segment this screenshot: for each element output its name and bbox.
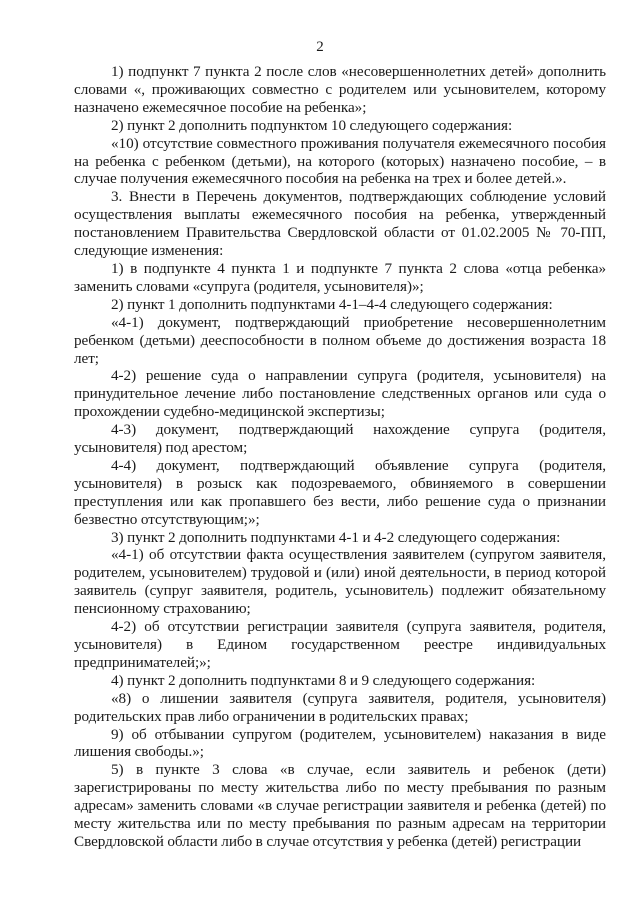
page-number: 2 xyxy=(316,39,324,55)
paragraph: 3) пункт 2 дополнить подпунктами 4-1 и 4-2 следующего содержания: xyxy=(111,528,561,546)
paragraph: «10) отсутствие совместного проживания получателя ежемесячного пособия на ребенка с ребенком (детьми), на которого (которых) назначено пособие, – в случае получения ежемесячного пособия на ребенка на трех и более детей.». xyxy=(74,134,606,188)
document-body xyxy=(74,63,606,851)
paragraph: 1) подпункт 7 пункта 2 после слов «несовершеннолетних детей» дополнить словами «, проживающих совместно с родителем или усыновителем, которому назначено ежемесячное пособие на ребенка»; xyxy=(74,63,606,116)
paragraph: 4-4) документ, подтверждающий объявление супруга (родителя, усыновителя) в розыск как подозреваемого, обвиняемого в совершении преступления или как пропавшего без вести, либо решение суда о признании безвестно отсутствующим;»; xyxy=(74,456,606,528)
paragraph: «4-1) об отсутствии факта осуществления заявителем (супругом заявителя, родителем, усыновителем) трудовой и (или) иной деятельности, в период которой заявитель (супруг заявителя, родитель, усыновитель) подлежит обязательному пенсионному страхованию; xyxy=(74,546,606,618)
paragraph: 1) в подпункте 4 пункта 1 и подпункте 7 пункта 2 слова «отца ребенка» заменить словами «супруга (родителя, усыновителя)»; xyxy=(74,259,606,295)
paragraph: 2) пункт 2 дополнить подпунктом 10 следующего содержания: xyxy=(111,116,513,134)
paragraph: 9) об отбывании супругом (родителем, усыновителем) наказания в виде лишения свободы.»; xyxy=(74,725,606,761)
paragraph: 5) в пункте 3 слова «в случае, если заявитель и ребенок (дети) зарегистрированы по месту жительства либо по месту пребывания по разным адресам» заменить словами «в случае регистрации заявителя и ребенка (детей) по месту жительства или по месту пребывания по разным адресам на территории Свердловской области либо в случае отсутствия у ребенка (детей) регистрации xyxy=(74,761,606,850)
paragraph: «4-1) документ, подтверждающий приобретение несовершеннолетним ребенком (детьми) дееспособности в полном объеме до достижения возраста 18 лет; xyxy=(74,313,606,367)
paragraph: 4) пункт 2 дополнить подпунктами 8 и 9 следующего содержания: xyxy=(111,671,536,689)
paragraph: «8) о лишении заявителя (супруга заявителя, родителя, усыновителя) родительских прав либо ограничении в родительских правах; xyxy=(74,689,606,725)
paragraph: 4-3) документ, подтверждающий нахождение супруга (родителя, усыновителя) под арестом; xyxy=(74,421,606,457)
paragraph: 4-2) об отсутствии регистрации заявителя (супруга заявителя, родителя, усыновителя) в Едином государственном реестре индивидуальных предпринимателей;»; xyxy=(74,618,606,671)
paragraph: 3. Внести в Перечень документов, подтверждающих соблюдение условий осуществления выплаты ежемесячного пособия на ребенка, утвержденный постановлением Правительства Свердловской области от 01.02.2005 № 70-ПП, следующие изменения: xyxy=(74,188,606,260)
paragraph: 2) пункт 1 дополнить подпунктами 4-1–4-4 следующего содержания: xyxy=(111,295,553,313)
paragraph: 4-2) решение суда о направлении супруга (родителя, усыновителя) на принудительное лечение либо постановление следственных органов или суда о прохождении судебно-медицинской экспертизы; xyxy=(74,367,606,421)
